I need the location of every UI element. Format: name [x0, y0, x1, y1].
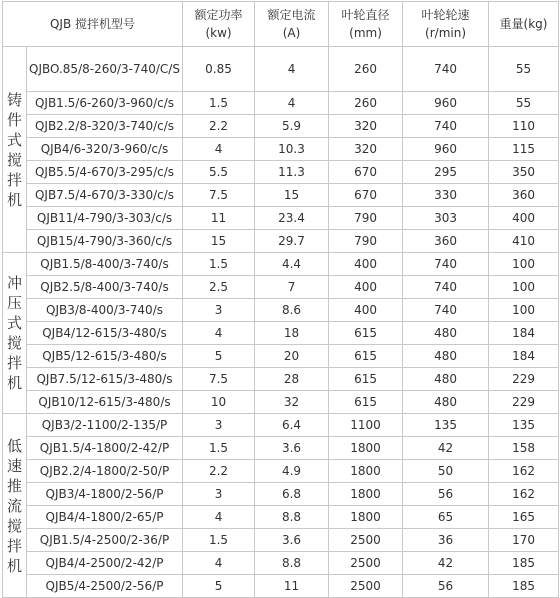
table-row: [3, 276, 559, 299]
diameter-cell: 670: [329, 184, 403, 207]
weight-cell: 360: [489, 184, 559, 207]
model-cell: QJB1.5/8-400/3-740/s: [27, 253, 183, 276]
current-cell: 4: [255, 92, 329, 115]
speed-cell: 360: [403, 230, 489, 253]
table-row: [3, 483, 559, 506]
speed-cell: 42: [403, 437, 489, 460]
power-cell: 3: [183, 414, 255, 437]
table-row: [3, 299, 559, 322]
model-cell: QJB2.5/8-400/3-740/s: [27, 276, 183, 299]
table-row: [3, 184, 559, 207]
model-cell: QJB1.5/4-1800/2-42/P: [27, 437, 183, 460]
diameter-cell: 260: [329, 47, 403, 92]
diameter-cell: 260: [329, 92, 403, 115]
power-cell: 5.5: [183, 161, 255, 184]
current-cell: 8.8: [255, 552, 329, 575]
category-label: 低速推流搅拌机: [6, 436, 22, 575]
speed-cell: 135: [403, 414, 489, 437]
diameter-cell: 400: [329, 276, 403, 299]
weight-cell: 55: [489, 92, 559, 115]
weight-cell: 100: [489, 276, 559, 299]
current-cell: 10.3: [255, 138, 329, 161]
model-cell: QJB5.5/4-670/3-295/c/s: [27, 161, 183, 184]
weight-cell: 165: [489, 506, 559, 529]
table-row: [3, 575, 559, 598]
model-cell: QJB10/12-615/3-480/s: [27, 391, 183, 414]
spec-table: [2, 1, 559, 598]
table-row: [3, 92, 559, 115]
model-cell: QJB5/12-615/3-480/s: [27, 345, 183, 368]
header-current: [255, 2, 329, 47]
current-cell: 6.8: [255, 483, 329, 506]
model-cell: QJB15/4-790/3-360/c/s: [27, 230, 183, 253]
table-body: [3, 47, 559, 598]
table-row: [3, 414, 559, 437]
diameter-cell: 400: [329, 253, 403, 276]
weight-cell: 158: [489, 437, 559, 460]
current-cell: 3.6: [255, 529, 329, 552]
power-cell: 10: [183, 391, 255, 414]
table-row: [3, 161, 559, 184]
current-cell: 8.8: [255, 506, 329, 529]
diameter-cell: 1800: [329, 460, 403, 483]
current-cell: 3.6: [255, 437, 329, 460]
power-cell: 4: [183, 138, 255, 161]
power-cell: 1.5: [183, 529, 255, 552]
diameter-cell: 400: [329, 299, 403, 322]
table-row: [3, 115, 559, 138]
model-cell: QJB3/8-400/3-740/s: [27, 299, 183, 322]
model-cell: QJB4/12-615/3-480/s: [27, 322, 183, 345]
header-current-label: 额定电流: [267, 8, 316, 22]
speed-cell: 65: [403, 506, 489, 529]
weight-cell: 170: [489, 529, 559, 552]
header-row: [3, 2, 559, 47]
diameter-cell: 1800: [329, 506, 403, 529]
power-cell: 1.5: [183, 92, 255, 115]
header-model: QJB 搅拌机型号: [3, 2, 183, 47]
speed-cell: 740: [403, 115, 489, 138]
category-label: 冲压式搅拌机: [6, 274, 22, 392]
table-row: [3, 552, 559, 575]
power-cell: 2.2: [183, 460, 255, 483]
current-cell: 5.9: [255, 115, 329, 138]
power-cell: 5: [183, 345, 255, 368]
speed-cell: 56: [403, 483, 489, 506]
power-cell: 11: [183, 207, 255, 230]
speed-cell: 960: [403, 92, 489, 115]
header-diameter-label: 叶轮直径: [341, 8, 390, 22]
speed-cell: 42: [403, 552, 489, 575]
power-cell: 2.2: [183, 115, 255, 138]
table-row: [3, 138, 559, 161]
diameter-cell: 790: [329, 207, 403, 230]
diameter-cell: 2500: [329, 575, 403, 598]
power-cell: 1.5: [183, 253, 255, 276]
current-cell: 11.3: [255, 161, 329, 184]
speed-cell: 56: [403, 575, 489, 598]
diameter-cell: 2500: [329, 552, 403, 575]
weight-cell: 115: [489, 138, 559, 161]
diameter-cell: 320: [329, 138, 403, 161]
current-cell: 20: [255, 345, 329, 368]
speed-cell: 480: [403, 322, 489, 345]
current-cell: 28: [255, 368, 329, 391]
model-cell: QJB11/4-790/3-303/c/s: [27, 207, 183, 230]
model-cell: QJB2.2/8-320/3-740/c/s: [27, 115, 183, 138]
speed-cell: 330: [403, 184, 489, 207]
model-cell: QJB4/4-1800/2-65/P: [27, 506, 183, 529]
current-cell: 4.9: [255, 460, 329, 483]
model-cell: QJB3/4-1800/2-56/P: [27, 483, 183, 506]
power-cell: 3: [183, 299, 255, 322]
category-cell: [3, 47, 27, 253]
speed-cell: 295: [403, 161, 489, 184]
current-cell: 29.7: [255, 230, 329, 253]
weight-cell: 100: [489, 253, 559, 276]
power-cell: 7.5: [183, 368, 255, 391]
diameter-cell: 1800: [329, 483, 403, 506]
diameter-cell: 1800: [329, 437, 403, 460]
speed-cell: 740: [403, 253, 489, 276]
weight-cell: 400: [489, 207, 559, 230]
current-cell: 18: [255, 322, 329, 345]
weight-cell: 184: [489, 322, 559, 345]
table-row: [3, 437, 559, 460]
model-cell: QJB7.5/12-615/3-480/s: [27, 368, 183, 391]
speed-cell: 303: [403, 207, 489, 230]
category-cell: [3, 414, 27, 598]
model-cell: QJB4/6-320/3-960/c/s: [27, 138, 183, 161]
speed-cell: 740: [403, 276, 489, 299]
model-cell: QJBO.85/8-260/3-740/C/S: [27, 47, 183, 92]
power-cell: 4: [183, 322, 255, 345]
power-cell: 15: [183, 230, 255, 253]
weight-cell: 110: [489, 115, 559, 138]
weight-cell: 229: [489, 368, 559, 391]
table-row: [3, 47, 559, 92]
power-cell: 7.5: [183, 184, 255, 207]
diameter-cell: 320: [329, 115, 403, 138]
speed-cell: 740: [403, 47, 489, 92]
current-cell: 6.4: [255, 414, 329, 437]
header-current-unit: (A): [282, 26, 301, 40]
model-cell: QJB2.2/4-1800/2-50/P: [27, 460, 183, 483]
table-row: [3, 207, 559, 230]
diameter-cell: 615: [329, 368, 403, 391]
model-cell: QJB1.5/6-260/3-960/c/s: [27, 92, 183, 115]
header-weight: 重量(kg): [489, 2, 559, 47]
table-row: [3, 529, 559, 552]
weight-cell: 185: [489, 575, 559, 598]
header-power-unit: (kw): [205, 26, 232, 40]
model-cell: QJB4/4-2500/2-42/P: [27, 552, 183, 575]
power-cell: 4: [183, 552, 255, 575]
weight-cell: 135: [489, 414, 559, 437]
header-speed: [403, 2, 489, 47]
diameter-cell: 2500: [329, 529, 403, 552]
current-cell: 8.6: [255, 299, 329, 322]
speed-cell: 50: [403, 460, 489, 483]
current-cell: 32: [255, 391, 329, 414]
model-cell: QJB7.5/4-670/3-330/c/s: [27, 184, 183, 207]
weight-cell: 100: [489, 299, 559, 322]
header-diameter: [329, 2, 403, 47]
speed-cell: 960: [403, 138, 489, 161]
diameter-cell: 790: [329, 230, 403, 253]
weight-cell: 184: [489, 345, 559, 368]
weight-cell: 185: [489, 552, 559, 575]
speed-cell: 740: [403, 299, 489, 322]
diameter-cell: 615: [329, 345, 403, 368]
speed-cell: 480: [403, 391, 489, 414]
model-cell: QJB3/2-1100/2-135/P: [27, 414, 183, 437]
diameter-cell: 615: [329, 322, 403, 345]
current-cell: 15: [255, 184, 329, 207]
model-cell: QJB5/4-2500/2-56/P: [27, 575, 183, 598]
table-row: [3, 322, 559, 345]
header-speed-unit: (r/min): [425, 26, 466, 40]
weight-cell: 162: [489, 483, 559, 506]
power-cell: 1.5: [183, 437, 255, 460]
power-cell: 3: [183, 483, 255, 506]
weight-cell: 350: [489, 161, 559, 184]
table-row: [3, 253, 559, 276]
table-row: [3, 391, 559, 414]
diameter-cell: 615: [329, 391, 403, 414]
power-cell: 5: [183, 575, 255, 598]
header-speed-label: 叶轮轮速: [421, 8, 470, 22]
speed-cell: 480: [403, 368, 489, 391]
header-power: [183, 2, 255, 47]
weight-cell: 229: [489, 391, 559, 414]
table-row: [3, 368, 559, 391]
weight-cell: 410: [489, 230, 559, 253]
current-cell: 7: [255, 276, 329, 299]
current-cell: 23.4: [255, 207, 329, 230]
power-cell: 2.5: [183, 276, 255, 299]
diameter-cell: 670: [329, 161, 403, 184]
header-power-label: 额定功率: [194, 8, 243, 22]
model-cell: QJB1.5/4-2500/2-36/P: [27, 529, 183, 552]
header-diameter-unit: (mm): [349, 26, 382, 40]
current-cell: 11: [255, 575, 329, 598]
category-cell: [3, 253, 27, 414]
current-cell: 4: [255, 47, 329, 92]
speed-cell: 36: [403, 529, 489, 552]
power-cell: 0.85: [183, 47, 255, 92]
current-cell: 4.4: [255, 253, 329, 276]
table-row: [3, 506, 559, 529]
speed-cell: 480: [403, 345, 489, 368]
category-label: 铸件式搅拌机: [6, 90, 22, 209]
diameter-cell: 1100: [329, 414, 403, 437]
weight-cell: 162: [489, 460, 559, 483]
table-row: [3, 460, 559, 483]
power-cell: 4: [183, 506, 255, 529]
table-row: [3, 345, 559, 368]
table-row: [3, 230, 559, 253]
weight-cell: 55: [489, 47, 559, 92]
